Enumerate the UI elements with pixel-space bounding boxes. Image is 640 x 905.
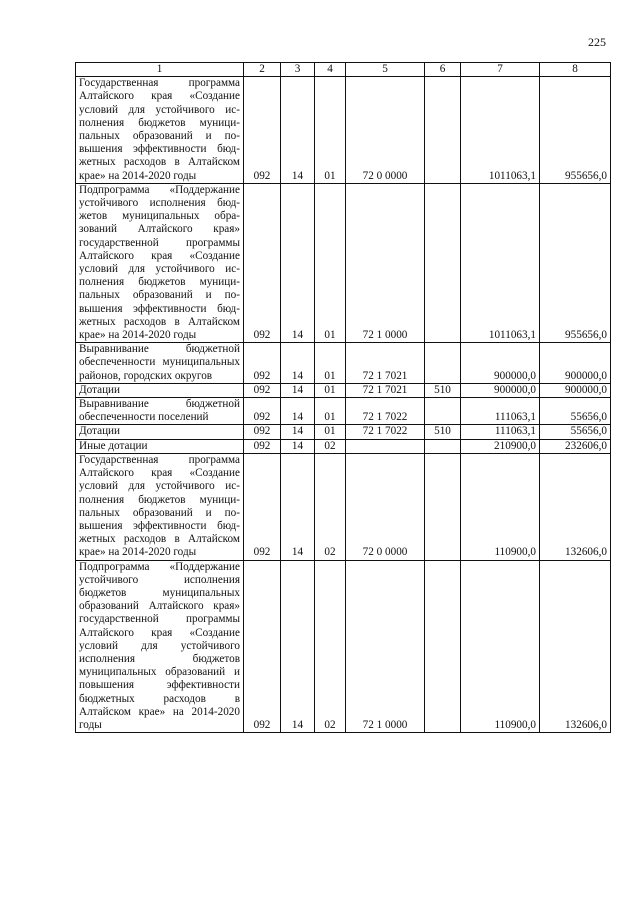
- section-code: 14: [281, 560, 315, 733]
- subsection-code: 01: [315, 383, 346, 397]
- section-code: 14: [281, 383, 315, 397]
- header-row: [76, 63, 611, 77]
- expense-type: 510: [425, 425, 461, 439]
- table-row: [76, 183, 611, 342]
- ministry-code: 092: [244, 77, 281, 184]
- header-cell: 1: [76, 63, 244, 77]
- subsection-code: 01: [315, 398, 346, 425]
- row-name: Дотации: [76, 383, 244, 397]
- amount-year-2: 900000,0: [540, 343, 611, 384]
- amount-year-2: 55656,0: [540, 398, 611, 425]
- header-cell: 8: [540, 63, 611, 77]
- expense-type: [425, 453, 461, 560]
- expense-type: 510: [425, 383, 461, 397]
- table-row: [76, 343, 611, 384]
- subsection-code: 01: [315, 343, 346, 384]
- target-article: [346, 439, 425, 453]
- target-article: 72 1 7021: [346, 383, 425, 397]
- ministry-code: 092: [244, 383, 281, 397]
- row-name: Государственная программа Алтайского края «Создание условий для устойчивого исполнения бюджетов муниципальных образований и повышения эффективности бюджетных расходов в Алтайском крае» на 2014-2020 годы: [76, 77, 244, 184]
- amount-year-1: 210900,0: [461, 439, 540, 453]
- row-name: Выравнивание бюджетной обеспеченности муниципальных районов, городских округов: [76, 343, 244, 384]
- ministry-code: 092: [244, 453, 281, 560]
- target-article: 72 1 7022: [346, 398, 425, 425]
- header-cell: 6: [425, 63, 461, 77]
- table-row: [76, 453, 611, 560]
- amount-year-1: 111063,1: [461, 425, 540, 439]
- subsection-code: 02: [315, 439, 346, 453]
- ministry-code: 092: [244, 439, 281, 453]
- header-cell: 5: [346, 63, 425, 77]
- ministry-code: 092: [244, 425, 281, 439]
- expense-type: [425, 439, 461, 453]
- header-cell: 7: [461, 63, 540, 77]
- row-name: Иные дотации: [76, 439, 244, 453]
- ministry-code: 092: [244, 398, 281, 425]
- amount-year-2: 955656,0: [540, 77, 611, 184]
- amount-year-1: 110900,0: [461, 560, 540, 733]
- page-number: 225: [588, 35, 606, 49]
- ministry-code: 092: [244, 183, 281, 342]
- header-cell: 3: [281, 63, 315, 77]
- amount-year-1: 900000,0: [461, 383, 540, 397]
- subsection-code: 01: [315, 183, 346, 342]
- section-code: 14: [281, 183, 315, 342]
- row-name: Подпрограмма «Поддержание устойчивого исполнения бюджетов муниципальных образований Алтайского края» государственной программы Алтайского края «Создание условий для устойчивого исполнения бюджетов муниципальных образований и повышения эффективности бюджетных расходов в Алтайском крае» на 2014-2020 годы: [76, 183, 244, 342]
- ministry-code: 092: [244, 343, 281, 384]
- amount-year-2: 900000,0: [540, 383, 611, 397]
- row-name: Выравнивание бюджетной обеспеченности поселений: [76, 398, 244, 425]
- table-row: [76, 77, 611, 184]
- amount-year-2: 955656,0: [540, 183, 611, 342]
- target-article: 72 1 7022: [346, 425, 425, 439]
- table-row: [76, 398, 611, 425]
- expense-type: [425, 77, 461, 184]
- amount-year-2: 132606,0: [540, 453, 611, 560]
- section-code: 14: [281, 453, 315, 560]
- expense-type: [425, 343, 461, 384]
- section-code: 14: [281, 425, 315, 439]
- target-article: 72 1 7021: [346, 343, 425, 384]
- subsection-code: 01: [315, 77, 346, 184]
- expense-type: [425, 183, 461, 342]
- amount-year-1: 110900,0: [461, 453, 540, 560]
- section-code: 14: [281, 439, 315, 453]
- target-article: 72 0 0000: [346, 453, 425, 560]
- row-name: Дотации: [76, 425, 244, 439]
- header-cell: 2: [244, 63, 281, 77]
- budget-table: [75, 62, 611, 733]
- amount-year-1: 900000,0: [461, 343, 540, 384]
- row-name: Подпрограмма «Поддержание устойчивого исполнения бюджетов муниципальных образований Алтайского края» государственной программы Алтайского края «Создание условий для устойчивого исполнения бюджетов муниципальных образований и повышения эффективности бюджетных расходов в Алтайском крае» на 2014-2020 годы: [76, 560, 244, 733]
- table-row: [76, 383, 611, 397]
- table-row: [76, 425, 611, 439]
- subsection-code: 01: [315, 425, 346, 439]
- target-article: 72 0 0000: [346, 77, 425, 184]
- amount-year-1: 1011063,1: [461, 183, 540, 342]
- expense-type: [425, 560, 461, 733]
- target-article: 72 1 0000: [346, 560, 425, 733]
- ministry-code: 092: [244, 560, 281, 733]
- expense-type: [425, 398, 461, 425]
- section-code: 14: [281, 77, 315, 184]
- subsection-code: 02: [315, 560, 346, 733]
- row-name: Государственная программа Алтайского края «Создание условий для устойчивого исполнения бюджетов муниципальных образований и повышения эффективности бюджетных расходов в Алтайском крае» на 2014-2020 годы: [76, 453, 244, 560]
- target-article: 72 1 0000: [346, 183, 425, 342]
- amount-year-2: 132606,0: [540, 560, 611, 733]
- amount-year-2: 55656,0: [540, 425, 611, 439]
- table-row: [76, 560, 611, 733]
- header-cell: 4: [315, 63, 346, 77]
- subsection-code: 02: [315, 453, 346, 560]
- amount-year-1: 1011063,1: [461, 77, 540, 184]
- amount-year-1: 111063,1: [461, 398, 540, 425]
- amount-year-2: 232606,0: [540, 439, 611, 453]
- section-code: 14: [281, 343, 315, 384]
- table-row: [76, 439, 611, 453]
- section-code: 14: [281, 398, 315, 425]
